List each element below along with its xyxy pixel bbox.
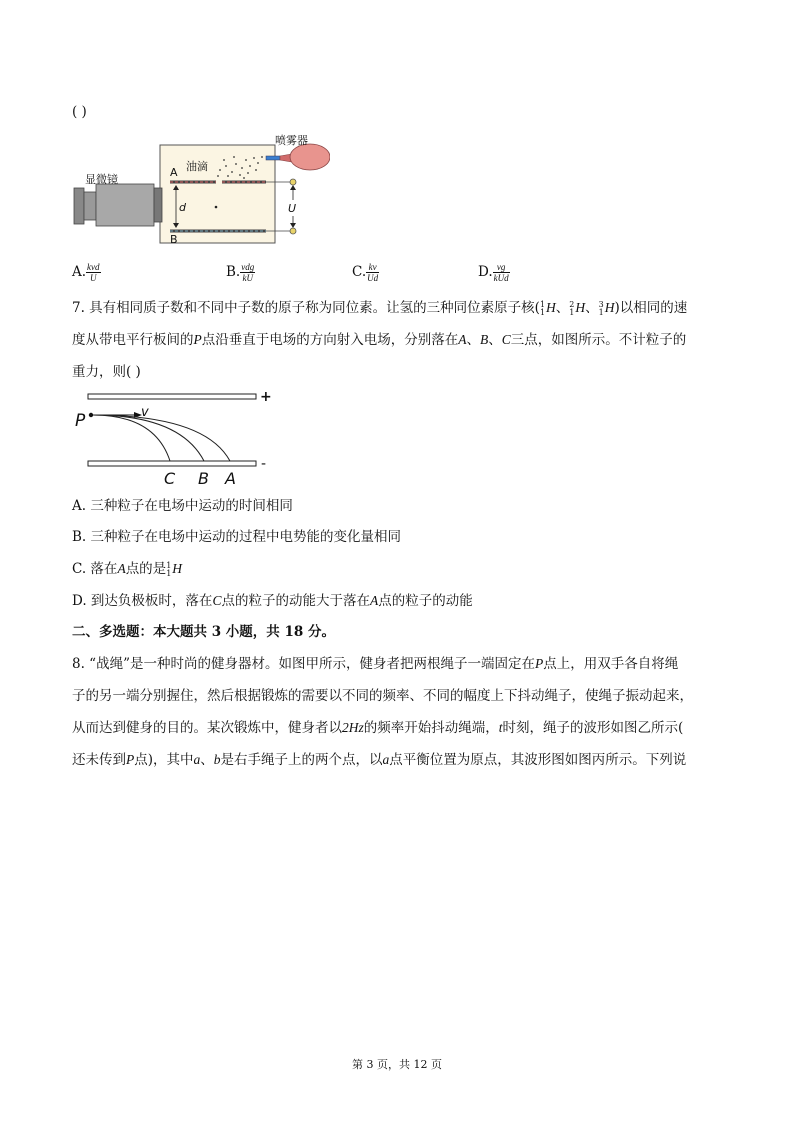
microscope-icon (74, 184, 162, 226)
minus-label: - (261, 456, 267, 472)
q7-option-b: B. 三种粒子在电场中运动的过程中电势能的变化量相同 (72, 529, 402, 545)
q7-line-3: 重力，则( ) (72, 364, 141, 380)
voltage-label: U (288, 202, 297, 215)
oil-label: 油滴 (186, 160, 208, 173)
answer-paren: ( ) (72, 104, 87, 120)
q8-line-3: 从而达到健身的目的。某次锻炼中，健身者以2Hz的频率开始抖动绳端，t时刻，绳子的波形如图乙所示( (72, 720, 684, 736)
sprayer-label: 喷雾器 (275, 134, 308, 147)
plate-a-label: A (170, 166, 178, 179)
q7-line-1: 7. 具有相同质子数和不同中子数的原子称为同位素。让氢的三种同位素原子核( 1 1 H、 2 1 H、 3 1 H)以相同的速 (72, 299, 688, 317)
point-a-label: A (225, 469, 236, 488)
q8-line-1: 8. “战绳”是一种时尚的健身器材。如图甲所示，健身者把两根绳子一端固定在P点上，用双手各自将绳 (72, 656, 679, 672)
q8-line-4: 还未传到P点)，其中a、b是右手绳子上的两个点，以a点平衡位置为原点，其波形图如图丙所示。下列说 (72, 752, 687, 768)
plus-label: + (260, 389, 272, 405)
point-p-label: P (75, 411, 86, 431)
microscope-label: 显微镜 (85, 173, 118, 186)
q6-option-c: C. $\frac{kv}{Ud}$ (352, 262, 379, 283)
q7-option-a: A. 三种粒子在电场中运动的时间相同 (72, 498, 293, 514)
q6-option-b: B. $\frac{\text{vdg}}{kU}$ (226, 262, 255, 283)
q7-option-c: C. 落在A点的是 1 1 H (72, 560, 183, 578)
page-footer: 第 3 页，共 12 页 (352, 1058, 442, 1071)
section-heading: 二、多选题：本大题共 3 小题，共 18 分。 (72, 624, 335, 640)
sprayer-icon (266, 144, 330, 170)
q7-line-2: 度从带电平行板间的P点沿垂直于电场的方向射入电场，分别落在A、B、C三点，如图所示。不计粒子的 (72, 332, 687, 348)
q7-option-d: D. 到达负极板时，落在C点的粒子的动能大于落在A点的粒子的动能 (72, 593, 473, 609)
millikan-figure (70, 130, 330, 250)
point-c-label: C (164, 469, 176, 488)
q6-option-a: A. $\frac{\text{kvd}}{U}$ (72, 262, 100, 283)
point-b-label: B (198, 469, 209, 488)
q8-line-2: 子的另一端分别握住，然后根据锻炼的需要以不同的频率、不同的幅度上下抖动绳子，使绳子振动起来， (72, 688, 693, 704)
plate-b-label: B (170, 233, 178, 246)
velocity-label: v (141, 405, 149, 420)
q6-option-d: D. $\frac{vg}{\text{kUd}}$ (478, 262, 509, 283)
deflection-figure (70, 386, 280, 490)
distance-label: d (179, 201, 186, 214)
